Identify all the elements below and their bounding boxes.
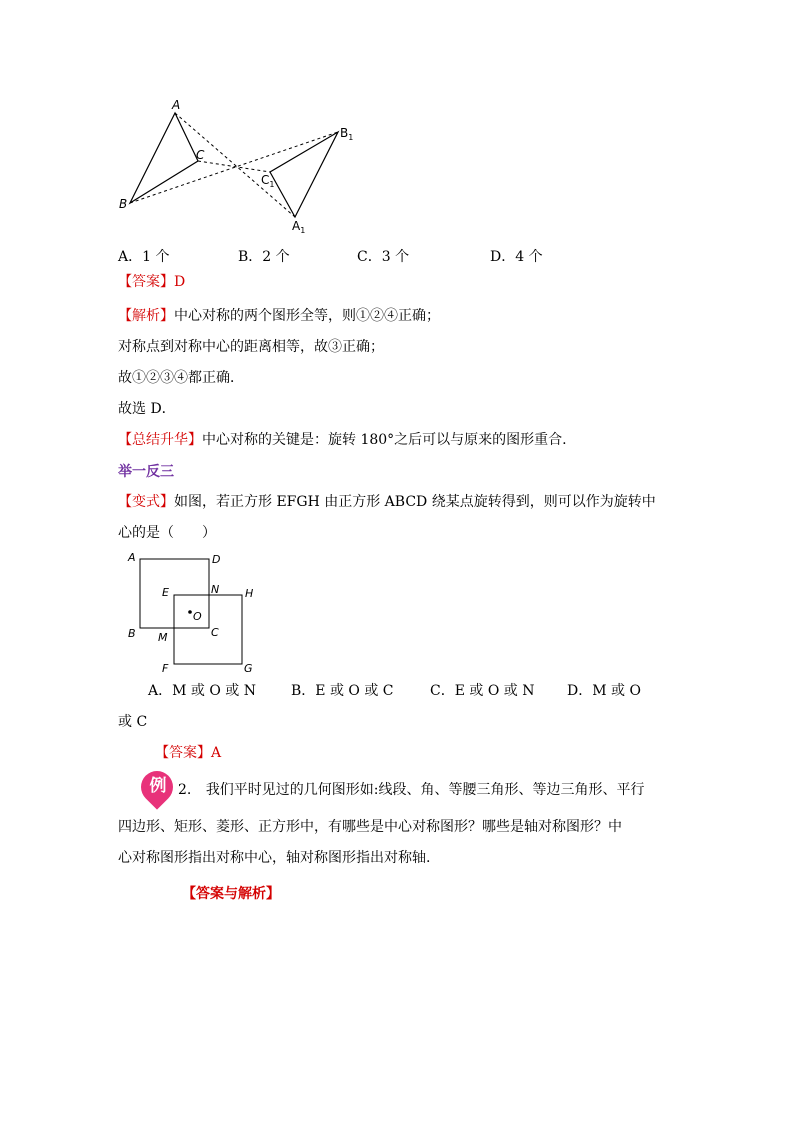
example2-answer-heading: 【答案与解析】 — [182, 886, 280, 902]
label-c1: $C_1$ — [261, 173, 275, 189]
label-sq-g: G — [244, 662, 253, 675]
q2-option-c: C．E 或 O 或 N — [430, 683, 535, 699]
q2-option-d-wrap: 或 C — [118, 714, 148, 730]
practice-heading: 举一反三 — [118, 464, 174, 480]
q1-option-a: A．1 个 — [118, 249, 170, 265]
q1-summary-tag: 【总结升华】 — [118, 432, 202, 448]
practice-variant-tag: 【变式】 — [118, 494, 174, 510]
practice-question-text1: 如图，若正方形 EFGH 由正方形 ABCD 绕某点旋转得到，则可以作为旋转中 — [174, 494, 656, 510]
q1-analysis-line4: 故选 D． — [118, 401, 176, 417]
triangle-abc — [130, 113, 198, 203]
q2-answer-tag: 【答案】 — [155, 745, 211, 761]
q2-option-b: B．E 或 O 或 C — [291, 683, 394, 699]
q1-analysis-line2: 对称点到对称中心的距离相等，故③正确； — [118, 339, 384, 355]
example2-number: 2. — [178, 782, 192, 798]
dashed-line-c-c1 — [198, 161, 270, 172]
q2-option-a: A．M 或 O 或 N — [148, 683, 256, 699]
q2-answer-value: A — [211, 745, 222, 761]
label-sq-d: D — [212, 553, 221, 566]
label-sq-h: H — [245, 587, 254, 600]
label-c: C — [196, 148, 205, 162]
square-efgh — [174, 595, 242, 664]
label-sq-f: F — [162, 662, 169, 675]
q1-option-b: B．2 个 — [238, 249, 290, 265]
q1-answer-value: D — [174, 274, 186, 290]
label-a: A — [172, 98, 181, 112]
practice-question-line1 — [118, 492, 656, 512]
q1-analysis-tag: 【解析】 — [118, 308, 174, 324]
label-b1: $B_1$ — [340, 126, 354, 142]
q1-answer-tag: 【答案】 — [118, 274, 174, 290]
dashed-line-a-a1 — [175, 113, 295, 217]
q1-analysis-line1 — [118, 306, 440, 326]
q1-analysis-text1: 中心对称的两个图形全等，则①②④正确； — [174, 308, 440, 324]
example2-line2: 四边形、矩形、菱形、正方形中，有哪些是中心对称图形？哪些是轴对称图形？中 — [118, 819, 622, 835]
label-sq-e: E — [162, 586, 169, 599]
label-sq-b: B — [128, 627, 136, 640]
label-sq-m: M — [158, 631, 168, 644]
practice-question-line2: 心的是（ ） — [118, 525, 216, 541]
q2-option-d: D．M 或 O — [567, 683, 641, 699]
example-badge-label: 例 — [149, 776, 167, 796]
figure-symmetric-triangles — [110, 95, 370, 240]
example2-text1: 我们平时见过的几何图形如:线段、角、等腰三角形、等边三角形、平行 — [205, 782, 645, 798]
example2-line1 — [178, 780, 645, 800]
q1-summary-text: 中心对称的关键是：旋转 180°之后可以与原来的图形重合. — [202, 432, 567, 448]
label-b: B — [119, 197, 128, 211]
q1-analysis-line3: 故①②③④都正确． — [118, 370, 244, 386]
q1-option-d: D．4 个 — [490, 249, 543, 265]
q2-answer — [155, 743, 221, 763]
q1-option-c: C．3 个 — [357, 249, 410, 265]
figure-rotated-squares — [118, 547, 268, 677]
label-sq-c: C — [211, 626, 219, 639]
label-sq-n: N — [211, 583, 220, 596]
label-a1: $A_1$ — [292, 219, 306, 235]
example2-line3: 心对称图形指出对称中心，轴对称图形指出对称轴. — [118, 850, 431, 866]
label-sq-o: O — [193, 610, 202, 623]
point-o — [188, 610, 192, 614]
q1-summary — [118, 430, 567, 450]
label-sq-a: A — [128, 551, 136, 564]
q1-answer — [118, 272, 185, 292]
